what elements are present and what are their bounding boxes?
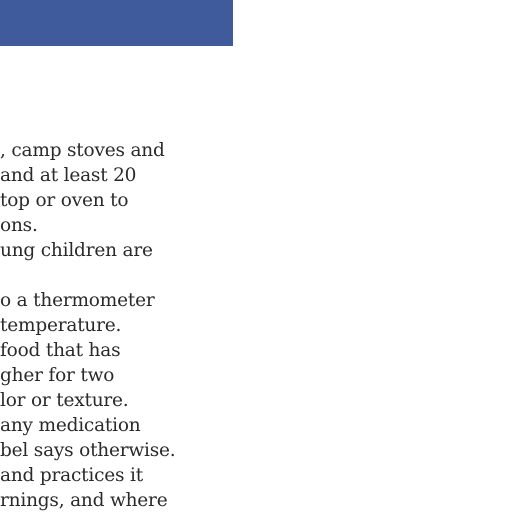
text-line: gher for two (0, 365, 115, 386)
text-line: food that has (0, 340, 121, 361)
text-line: lor or texture. (0, 390, 129, 411)
text-line: and practices it (0, 465, 143, 486)
text-line: o a thermometer (0, 290, 155, 311)
text-line: bel says otherwise. (0, 440, 176, 461)
text-line: top or oven to (0, 190, 129, 211)
text-line: , camp stoves and (0, 140, 165, 161)
document-text-column (0, 138, 176, 513)
header-band (0, 0, 233, 46)
text-line: temperature. (0, 315, 122, 336)
text-line: ons. (0, 215, 38, 236)
text-line: and at least 20 (0, 165, 137, 186)
text-line: rnings, and where (0, 490, 168, 511)
text-line: ung children are (0, 240, 153, 261)
text-line: any medication (0, 415, 141, 436)
text-line (0, 263, 160, 288)
